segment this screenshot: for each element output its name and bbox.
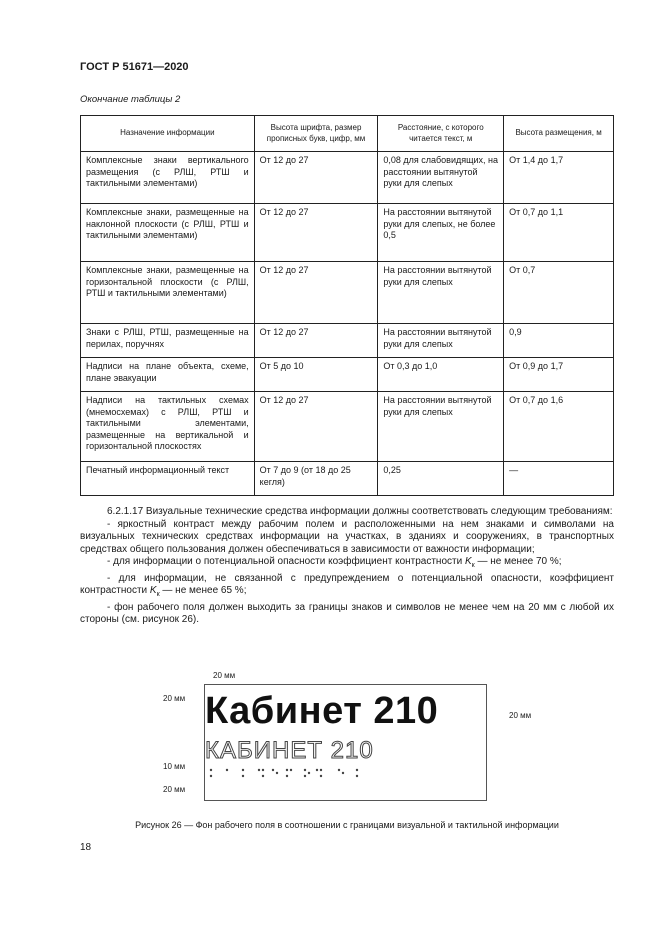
- paragraph-text: - для информации, не связанной с предупреждением о потенциальной опасности, коэффициент контрастности: [80, 572, 614, 596]
- figure-caption: Рисунок 26 — Фон рабочего поля в соотношении с границами визуальной и тактильной информации: [135, 820, 559, 830]
- table-cell: От 0,9 до 1,7: [504, 358, 614, 392]
- table-cell: От 12 до 27: [254, 324, 378, 358]
- column-header: Высота шрифта, размер прописных букв, цифр, мм: [254, 116, 378, 152]
- dimension-label-left-mid: 10 мм: [163, 762, 186, 771]
- table-row: [81, 204, 614, 262]
- column-header: Расстояние, с которого читается текст, м: [378, 116, 504, 152]
- table-cell: От 0,7 до 1,6: [504, 392, 614, 462]
- table-cell: Надписи на плане объекта, схеме, плане эвакуации: [81, 358, 255, 392]
- table-row: [81, 462, 614, 496]
- table-cell: От 12 до 27: [254, 392, 378, 462]
- table-cell: 0,9: [504, 324, 614, 358]
- table-row: [81, 262, 614, 324]
- table-cell: На расстоянии вытянутой руки для слепых: [378, 262, 504, 324]
- table-row: [81, 324, 614, 358]
- table-cell: От 12 до 27: [254, 262, 378, 324]
- k-subscript: к: [471, 562, 475, 569]
- body-text: [80, 506, 614, 627]
- table-cell: На расстоянии вытянутой руки для слепых: [378, 324, 504, 358]
- sign-figure: [204, 684, 487, 801]
- table-header-row: [81, 116, 614, 152]
- dimension-label-right: 20 мм: [509, 711, 532, 720]
- paragraph-text: — не менее 65 %;: [159, 585, 247, 596]
- braille-dots-icon: [207, 767, 367, 779]
- dimension-label-left-bottom: 20 мм: [163, 785, 186, 794]
- dimension-label-top: 20 мм: [213, 671, 236, 680]
- page-number: 18: [80, 842, 92, 853]
- paragraph: [80, 573, 614, 602]
- table-cell: Комплексные знаки, размещенные на горизонтальной плоскости (с РЛШ, РТШ и тактильными элементами): [81, 262, 255, 324]
- table-cell: От 7 до 9 (от 18 до 25 кегля): [254, 462, 378, 496]
- table-cell: Комплексные знаки, размещенные на наклонной плоскости (с РЛШ, РТШ и тактильными элементами): [81, 204, 255, 262]
- table-cell: От 5 до 10: [254, 358, 378, 392]
- paragraph: 6.2.1.17 Визуальные технические средства информации должны соответствовать следующим требованиям:: [107, 506, 613, 517]
- table-cell: От 0,3 до 1,0: [378, 358, 504, 392]
- table-cell: От 12 до 27: [254, 204, 378, 262]
- table-cell: Печатный информационный текст: [81, 462, 255, 496]
- sign-tactile-text: КАБИНЕТ 210: [205, 737, 374, 764]
- table-cell: От 0,7: [504, 262, 614, 324]
- paragraph: - фон рабочего поля должен выходить за границы знаков и символов не менее чем на 20 мм с любой их стороны (см. рисунок 26).: [80, 601, 614, 625]
- column-header: Высота размещения, м: [504, 116, 614, 152]
- requirements-table: [80, 115, 614, 496]
- table-cell: Комплексные знаки вертикального размещения (с РЛШ, РТШ и тактильными элементами): [81, 152, 255, 204]
- table-cell: От 12 до 27: [254, 152, 378, 204]
- k-subscript: к: [156, 591, 160, 598]
- document-header: ГОСТ Р 51671—2020: [80, 61, 189, 73]
- table-caption: Окончание таблицы 2: [80, 94, 181, 105]
- table-cell: —: [504, 462, 614, 496]
- table-cell: От 1,4 до 1,7: [504, 152, 614, 204]
- paragraph: [80, 556, 614, 573]
- table-row: [81, 152, 614, 204]
- table-row: [81, 358, 614, 392]
- table-cell: Знаки с РЛШ, РТШ, размещенные на перилах, поручнях: [81, 324, 255, 358]
- table-cell: От 0,7 до 1,1: [504, 204, 614, 262]
- table-cell: Надписи на тактильных схемах (мнемосхемах) с РЛШ, РТШ и тактильными элементами, размещенные на вертикальной и горизонтальной плоскостях: [81, 392, 255, 462]
- table-cell: На расстоянии вытянутой руки для слепых: [378, 392, 504, 462]
- paragraph-text: — не менее 70 %;: [474, 556, 562, 567]
- table-cell: 0,08 для слабовидящих, на расстоянии вытянутой руки для слепых: [378, 152, 504, 204]
- k-symbol: K: [464, 556, 472, 567]
- sign-visual-text: Кабинет 210: [205, 690, 439, 732]
- k-symbol: K: [149, 585, 157, 596]
- table-cell: 0,25: [378, 462, 504, 496]
- table-row: [81, 392, 614, 462]
- dimension-label-left-top: 20 мм: [163, 694, 186, 703]
- paragraph-text: - для информации о потенциальной опасности коэффициент контрастности: [107, 556, 465, 567]
- column-header: Назначение информации: [81, 116, 255, 152]
- paragraph: - яркостный контраст между рабочим полем и расположенными на нем знаками и символами на визуальных технических средствах информации на участках, в зданиях и сооружениях, в транспортных средствах общего пользования должен обеспечиваться в зависимости от важности информации;: [80, 518, 614, 555]
- table-cell: На расстоянии вытянутой руки для слепых, не более 0,5: [378, 204, 504, 262]
